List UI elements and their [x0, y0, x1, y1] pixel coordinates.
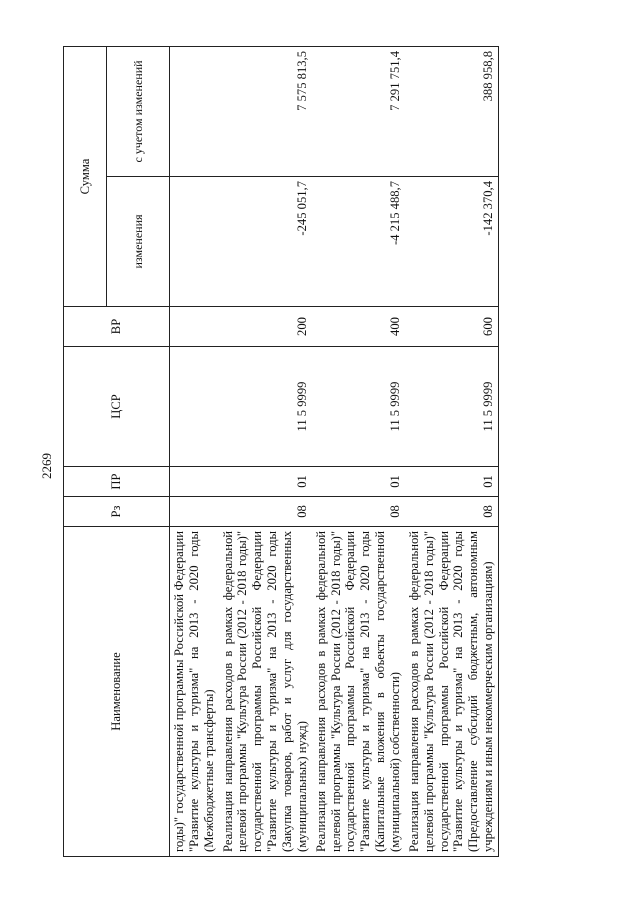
table-row: [405, 46, 499, 856]
table-header: [64, 46, 170, 856]
budget-table: [63, 46, 499, 857]
row-vr: [170, 307, 219, 347]
row-changes: -142 370,4: [405, 177, 499, 307]
row-with-changes: 388 958,8: [405, 46, 499, 176]
header-name: Наименование: [64, 527, 170, 857]
header-with-changes: с учетом изменений: [107, 46, 170, 176]
row-name: Реализация направления расходов в рамках федеральной целевой программы "Культура России (2012 - 2018 годы)" государственной программы Российской Федерации "Развитие культуры и туризма" на 2013 - 2020 годы (Капитальные вложения в объекты государственной (муниципальной) собственности): [312, 527, 405, 857]
row-vr: 400: [312, 307, 405, 347]
rotated-table-container: [63, 47, 553, 857]
row-csr: [170, 347, 219, 467]
row-with-changes: 7 291 751,4: [312, 46, 405, 176]
row-csr: 11 5 9999: [405, 347, 499, 467]
header-csr: ЦСР: [64, 347, 170, 467]
header-vr: ВР: [64, 307, 170, 347]
row-changes: -245 051,7: [219, 177, 312, 307]
row-pr: 01: [405, 467, 499, 497]
row-csr: 11 5 9999: [312, 347, 405, 467]
row-rz: 08: [312, 497, 405, 527]
row-pr: 01: [219, 467, 312, 497]
header-pr: ПР: [64, 467, 170, 497]
table-row: [219, 46, 312, 856]
row-rz: 08: [219, 497, 312, 527]
row-changes: -4 215 488,7: [312, 177, 405, 307]
table-row: [170, 46, 219, 856]
row-with-changes: [170, 46, 219, 176]
page-number: 2269: [39, 453, 54, 479]
row-rz: 08: [405, 497, 499, 527]
row-vr: 200: [219, 307, 312, 347]
row-name: годы)" государственной программы Российской Федерации "Развитие культуры и туризма" на 2013 - 2020 годы (Межбюджетные трансферты): [170, 527, 219, 857]
row-vr: 600: [405, 307, 499, 347]
row-changes: [170, 177, 219, 307]
table-row: [312, 46, 405, 856]
header-sum: Сумма: [64, 46, 107, 306]
header-changes: изменения: [107, 177, 170, 307]
row-name: Реализация направления расходов в рамках федеральной целевой программы "Культура России (2012 - 2018 годы)" государственной программы Российской Федерации "Развитие культуры и туризма" на 2013 - 2020 годы (Закупка товаров, работ и услуг для государственных (муниципальных) нужд): [219, 527, 312, 857]
row-pr: [170, 467, 219, 497]
row-csr: 11 5 9999: [219, 347, 312, 467]
row-with-changes: 7 575 813,5: [219, 46, 312, 176]
row-rz: [170, 497, 219, 527]
header-rz: Рз: [64, 497, 170, 527]
row-name: Реализация направления расходов в рамках федеральной целевой программы "Культура России (2012 - 2018 годы)" государственной программы Российской Федерации "Развитие культуры и туризма" на 2013 - 2020 годы (Предоставление субсидий бюджетным, автономным учреждениям и иным некоммерческим организациям): [405, 527, 499, 857]
table-body: [170, 46, 499, 856]
row-pr: 01: [312, 467, 405, 497]
